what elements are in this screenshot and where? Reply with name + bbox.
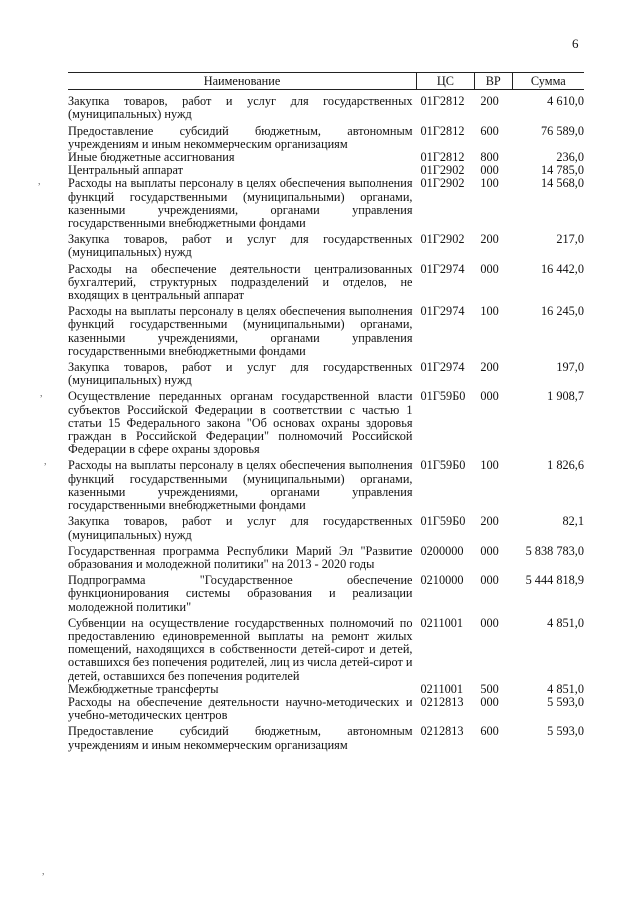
row-name: Осуществление переданных органам государственной власти субъектов Российской Федерации в соответствии с частью 1 статьи 15 Федерального закона "Об основах охраны здоровья граждан в Российской Федерации" полномочий Российской Федерации в сфере охраны здоровья [68,389,413,457]
row-cs: 0211001 [420,615,464,630]
row-vr: 800 [480,150,499,165]
row-cs: 01Г2974 [420,304,465,319]
row-vr: 000 [480,261,499,276]
row-sum: 1 908,7 [547,389,584,404]
row-name: Подпрограмма "Государственное обеспечение функционирования системы образования и реализации молодежной политики" [68,573,413,614]
row-vr: 600 [480,123,499,138]
row-name: Субвенции на осуществление государственных полномочий по предоставлению единовременной выплаты на ремонт жилых помещений, находящихся в собственности детей-сирот и детей, оставшихся без попечения родителей, лиц из числа детей-сирот и детей, оставшихся без попечения родителей [68,615,413,683]
row-sum: 5 838 783,0 [525,543,584,558]
row-sum: 76 589,0 [540,123,584,138]
row-sum: 4 851,0 [547,615,584,630]
table-row [68,696,584,722]
row-sum: 236,0 [556,150,584,165]
row-name: Государственная программа Республики Марий Эл "Развитие образования и молодежной политики" на 2013 - 2020 годы [68,543,413,571]
row-vr: 200 [480,514,499,529]
table-row [68,230,584,259]
row-name: Предоставление субсидий бюджетным, автономным учреждениям и иным некоммерческим организациям [68,123,413,151]
row-vr: 200 [480,94,499,109]
row-sum: 14 785,0 [540,163,584,178]
row-cs: 01Г2812 [420,150,465,165]
row-cs: 01Г2902 [420,176,465,191]
table-row [68,614,584,683]
row-sum: 82,1 [562,514,584,529]
row-name: Иные бюджетные ассигнования [68,150,235,165]
row-cs: 01Г2974 [420,360,465,375]
header-vr: ВР [474,73,512,90]
table-row [68,722,584,751]
row-name: Расходы на обеспечение деятельности централизованных бухгалтерий, структурных подразделений и отделов, не входящих в центральный аппарат [68,261,413,303]
row-sum: 197,0 [556,360,584,375]
row-vr: 200 [480,360,499,375]
row-name: Закупка товаров, работ и услуг для государственных (муниципальных) нужд [68,94,413,122]
row-sum: 5 444 818,9 [525,573,584,588]
table-header-row [68,73,584,90]
row-vr: 000 [480,694,499,709]
row-vr: 200 [480,232,499,247]
row-vr: 100 [480,458,499,473]
row-sum: 217,0 [556,232,584,247]
row-vr: 000 [480,389,499,404]
table-row [68,177,584,230]
row-name: Предоставление субсидий бюджетным, автономным учреждениям и иным некоммерческим организациям [68,724,413,752]
margin-mark: , [40,388,43,399]
row-name: Межбюджетные трансферты [68,681,219,696]
row-sum: 5 593,0 [547,694,584,709]
row-cs: 0212813 [420,694,464,709]
row-name: Закупка товаров, работ и услуг для государственных (муниципальных) нужд [68,360,413,388]
row-cs: 01Г59Б0 [420,458,466,473]
row-vr: 100 [480,176,499,191]
row-vr: 000 [480,573,499,588]
row-vr: 500 [480,681,499,696]
row-name: Расходы на выплаты персоналу в целях обеспечения выполнения функций государственными (муниципальными) органами, казенными учреждениями, органами управления государственными внебюджетными фондами [68,176,413,231]
row-cs: 0212813 [420,724,464,739]
table-row [68,683,584,696]
row-cs: 01Г2902 [420,232,465,247]
table-row [68,571,584,614]
page-number: 6 [572,36,579,51]
row-vr: 600 [480,724,499,739]
row-vr: 000 [480,163,499,178]
row-cs: 01Г2812 [420,94,465,109]
row-vr: 100 [480,304,499,319]
table-row [68,387,584,456]
row-cs: 01Г59Б0 [420,389,466,404]
row-sum: 1 826,6 [547,458,584,473]
table-row [68,260,584,303]
header-cs: ЦС [417,73,475,90]
row-sum: 16 442,0 [540,261,584,276]
row-sum: 4 851,0 [547,681,584,696]
row-cs: 0210000 [420,573,464,588]
row-name: Расходы на выплаты персоналу в целях обеспечения выполнения функций государственными (муниципальными) органами, казенными учреждениями, органами управления государственными внебюджетными фондами [68,304,413,358]
row-cs: 01Г2974 [420,261,465,276]
row-name: Расходы на выплаты персоналу в целях обеспечения выполнения функций государственными (муниципальными) органами, казенными учреждениями, органами управления государственными внебюджетными фондами [68,458,413,513]
row-sum: 14 568,0 [540,176,584,191]
table-row [68,542,584,571]
row-cs: 01Г2902 [420,163,465,178]
row-sum: 5 593,0 [547,724,584,739]
row-name: Центральный аппарат [68,163,183,178]
table-row [68,90,584,122]
row-vr: 000 [480,543,499,558]
row-cs: 01Г2812 [420,123,465,138]
row-sum: 16 245,0 [540,304,584,319]
row-name: Расходы на обеспечение деятельности научно-методических и учебно-методических центров [68,694,413,723]
row-name: Закупка товаров, работ и услуг для государственных (муниципальных) нужд [68,232,413,260]
table-row [68,456,584,512]
row-cs: 0211001 [420,681,464,696]
header-sum: Сумма [512,73,584,90]
table-row [68,122,584,151]
row-vr: 000 [480,615,499,630]
header-name: Наименование [68,73,417,90]
budget-table [68,72,584,752]
row-cs: 01Г59Б0 [420,514,466,529]
row-cs: 0200000 [420,543,464,558]
row-sum: 4 610,0 [547,94,584,109]
margin-mark: , [42,866,45,877]
row-name: Закупка товаров, работ и услуг для государственных (муниципальных) нужд [68,514,413,542]
table-row [68,358,584,387]
table-row [68,512,584,541]
margin-mark: , [38,176,41,187]
margin-mark: , [44,456,47,467]
table-row [68,302,584,358]
